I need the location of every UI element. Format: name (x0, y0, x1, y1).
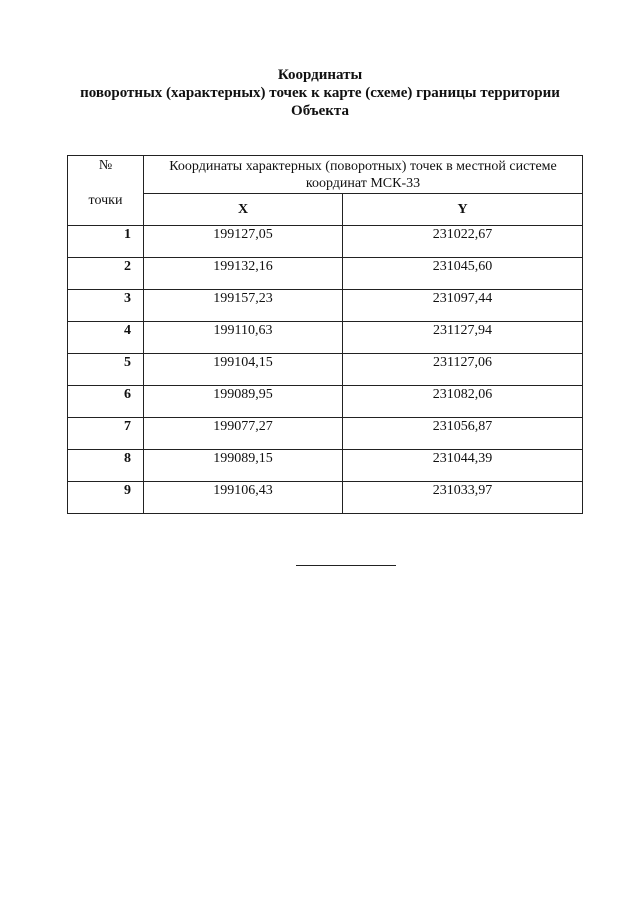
y-value: 231045,60 (343, 258, 583, 290)
table-row (68, 258, 583, 290)
x-value: 199104,15 (144, 354, 343, 386)
axis-header-row (68, 194, 583, 226)
point-number: 3 (68, 290, 144, 322)
table-row (68, 290, 583, 322)
document-title (0, 66, 640, 120)
number-sign: № (98, 158, 113, 173)
y-value: 231127,06 (343, 354, 583, 386)
y-value: 231022,67 (343, 226, 583, 258)
point-number: 5 (68, 354, 144, 386)
y-value: 231097,44 (343, 290, 583, 322)
table-row (68, 322, 583, 354)
y-value: 231082,06 (343, 386, 583, 418)
x-value: 199157,23 (144, 290, 343, 322)
x-value: 199106,43 (144, 482, 343, 514)
point-number: 8 (68, 450, 144, 482)
point-word: точки (88, 193, 123, 208)
point-number: 7 (68, 418, 144, 450)
point-number: 4 (68, 322, 144, 354)
y-value: 231044,39 (343, 450, 583, 482)
table-row (68, 226, 583, 258)
x-value: 199110,63 (144, 322, 343, 354)
x-value: 199089,15 (144, 450, 343, 482)
point-number: 9 (68, 482, 144, 514)
y-value: 231056,87 (343, 418, 583, 450)
title-line-2: поворотных (характерных) точек к карте (схеме) границы территории (80, 85, 560, 101)
coordinates-table (67, 155, 583, 514)
y-value: 231033,97 (343, 482, 583, 514)
table-row (68, 354, 583, 386)
table-header-row (68, 156, 583, 194)
title-line-1: Координаты (277, 67, 363, 83)
point-number: 1 (68, 226, 144, 258)
table-row (68, 418, 583, 450)
table-row (68, 450, 583, 482)
table-row (68, 482, 583, 514)
title-line-3: Объекта (291, 103, 349, 119)
x-value: 199077,27 (144, 418, 343, 450)
x-column-header: X (144, 194, 343, 226)
y-value: 231127,94 (343, 322, 583, 354)
point-number: 2 (68, 258, 144, 290)
coordinates-header: Координаты характерных (поворотных) точек в местной системе координат МСК-33 (144, 156, 583, 194)
point-number: 6 (68, 386, 144, 418)
x-value: 199132,16 (144, 258, 343, 290)
point-number-header (68, 156, 144, 226)
x-value: 199089,95 (144, 386, 343, 418)
closing-line (296, 565, 396, 566)
y-column-header: Y (343, 194, 583, 226)
x-value: 199127,05 (144, 226, 343, 258)
table-row (68, 386, 583, 418)
